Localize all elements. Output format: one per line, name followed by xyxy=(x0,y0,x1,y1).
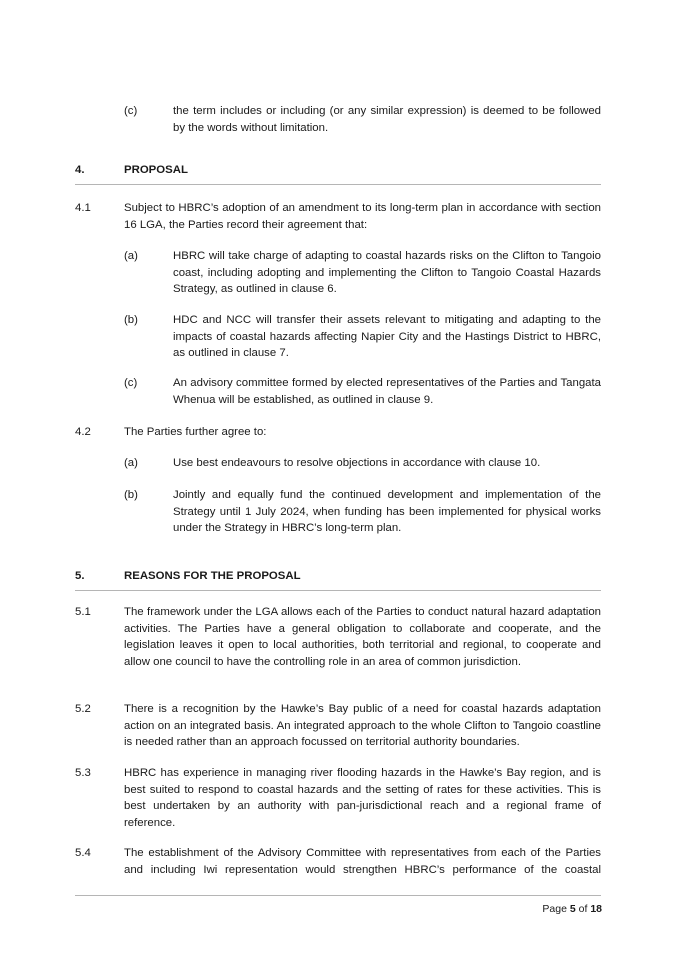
clause-4-1-b-label: (b) xyxy=(124,314,138,326)
page-number xyxy=(526,901,602,918)
clause-4-1-b-text: HDC and NCC will transfer their assets relevant to mitigating and adapting to the impacts of coastal hazards affecting Napier City and the Hastings District to HBRC, as outlined in clause 7. xyxy=(173,314,601,359)
clause-5-3-number: 5.3 xyxy=(75,767,91,779)
clause-4-1-c-text: An advisory committee formed by elected representatives of the Parties and Tangata Whenua will be established, as outlined in clause 9. xyxy=(173,377,601,406)
clause-4-2-number: 4.2 xyxy=(75,426,91,438)
clause-4-1-a-label: (a) xyxy=(124,250,138,262)
clause-3c-label: (c) xyxy=(124,105,138,117)
clause-5-2-text: There is a recognition by the Hawke’s Bay public of a need for coastal hazards adaptation action on an integrated basis. An integrated approach to the whole Clifton to Tangoio coastline is needed rather than an approach focussed on territorial authority boundaries. xyxy=(124,703,601,748)
clause-4-2-a-text: Use best endeavours to resolve objections in accordance with clause 10. xyxy=(173,457,541,469)
page-of: of xyxy=(578,903,588,915)
clause-5-3-text: HBRC has experience in managing river flooding hazards in the Hawke’s Bay region, and is best suited to respond to coastal hazards and the setting of rates for these activities. This is best undertaken by an authority with pan-jurisdictional reach and a regional frame of reference. xyxy=(124,767,601,829)
clause-4-1-text: Subject to HBRC’s adoption of an amendment to its long-term plan in accordance with section 16 LGA, the Parties record their agreement that: xyxy=(124,202,601,231)
clause-5-2-number: 5.2 xyxy=(75,703,91,715)
page-total: 18 xyxy=(590,903,602,915)
section-5-title: REASONS FOR THE PROPOSAL xyxy=(124,570,301,582)
page-current: 5 xyxy=(569,903,576,915)
clause-5-1-number: 5.1 xyxy=(75,606,91,618)
clause-4-2-text: The Parties further agree to: xyxy=(124,426,267,438)
clause-4-1-c-label: (c) xyxy=(124,377,138,389)
clause-5-1-text: The framework under the LGA allows each of the Parties to conduct natural hazard adaptation activities. The Parties have a general obligation to collaborate and cooperate, and the legislation leaves it open to local authorities, both territorial and regional, to cooperate and allow one council to have the controlling role in an area of common jurisdiction. xyxy=(124,606,601,668)
section-5-divider xyxy=(75,590,601,591)
clause-5-4-number: 5.4 xyxy=(75,847,91,859)
clause-4-2-a-label: (a) xyxy=(124,457,138,469)
clause-4-2-b-label: (b) xyxy=(124,489,138,501)
clause-3c-text: the term includes or including (or any similar expression) is deemed to be followed by the words without limitation. xyxy=(173,105,601,134)
footer-divider xyxy=(75,895,601,896)
clause-5-4-text: The establishment of the Advisory Committee with representatives from each of the Parties and including Iwi representation would strengthen HBRC’s performance of the coastal xyxy=(124,847,601,876)
section-4-title: PROPOSAL xyxy=(124,164,188,176)
section-4-divider xyxy=(75,184,601,185)
section-5-number: 5. xyxy=(75,570,85,582)
section-4-number: 4. xyxy=(75,164,85,176)
clause-4-1-a-text: HBRC will take charge of adapting to coastal hazards risks on the Clifton to Tangoio coast, including adopting and implementing the Clifton to Tangoio Coastal Hazards Strategy, as outlined in clause 6. xyxy=(173,250,601,295)
page-prefix: Page xyxy=(542,903,567,915)
clause-4-1-number: 4.1 xyxy=(75,202,91,214)
clause-4-2-b-text: Jointly and equally fund the continued development and implementation of the Strategy until 1 July 2024, when funding has been implemented for physical works under the Strategy in HBRC’s long-term plan. xyxy=(173,489,601,534)
